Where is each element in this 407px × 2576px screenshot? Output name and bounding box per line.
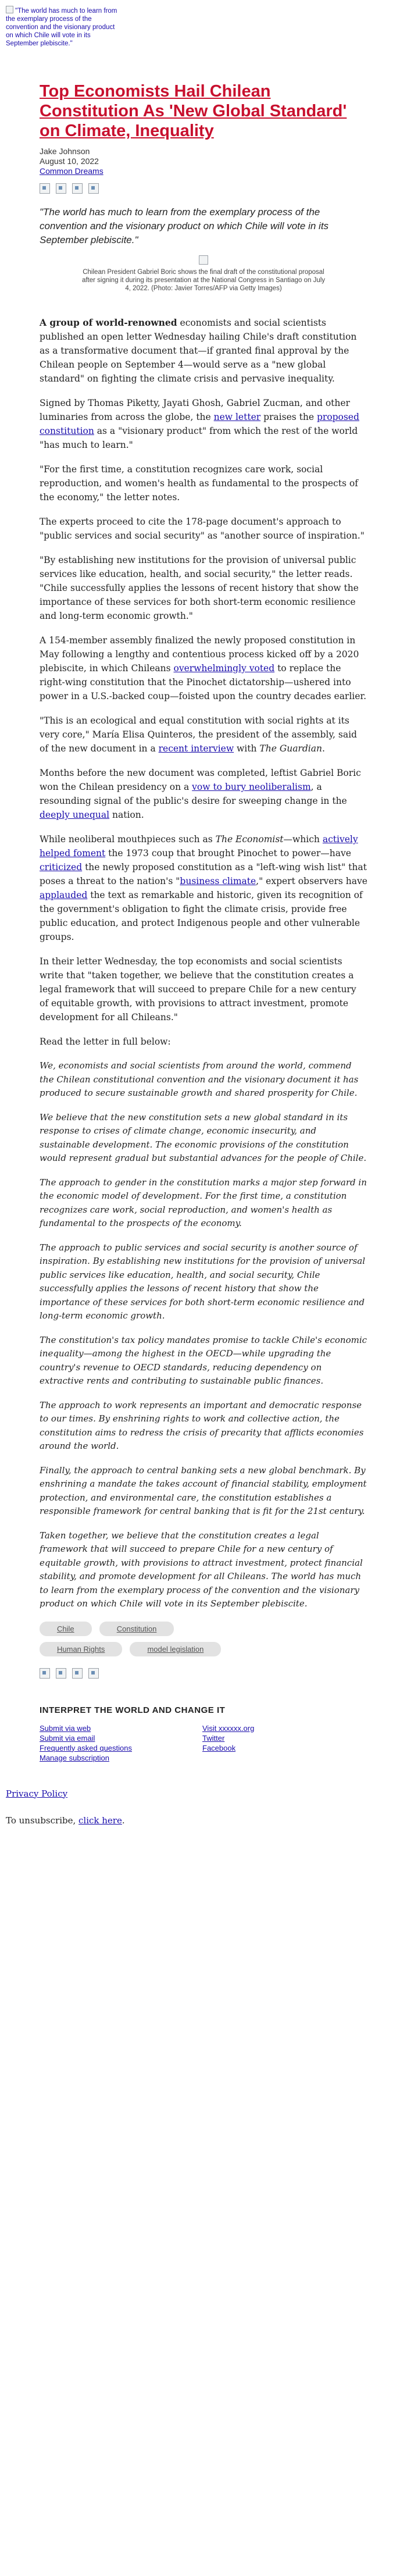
article-body: [40, 316, 367, 1049]
tag-constitution[interactable]: Constitution: [99, 1622, 174, 1636]
footer-left-column: [40, 1723, 202, 1763]
facebook-link[interactable]: Facebook: [202, 1743, 236, 1752]
share-icon[interactable]: [72, 183, 83, 194]
article-meta: [40, 147, 367, 176]
broken-image-icon: [6, 6, 13, 13]
tag-model-legislation[interactable]: model legislation: [130, 1642, 221, 1656]
hero-image-alt: "The world has much to learn from the exemplary process of the convention and the visionary product on which Chile will vote in its September plebiscite.": [6, 8, 117, 47]
letter-paragraph: Taken together, we believe that the constitution creates a legal framework that will succeed to prepare Chile for a new century of equitable growth, with provisions to attract investment, protect financial stability, and promote development for all Chileans. The world has much to learn from the exemplary process of the convention and the visionary product on which Chile will vote in its September plebiscite.: [40, 1530, 363, 1609]
share-icon[interactable]: [40, 1668, 50, 1679]
pull-quote: "The world has much to learn from the exemplary process of the convention and the visionary product on which Chile will vote in its September plebiscite.": [40, 206, 329, 245]
figure-caption: Chilean President Gabriel Boric shows the final draft of the constitutional proposal after signing it during its presentation at the National Congress in Santiago on July 4, 2022. (Photo: Javier Torres/AFP via Getty Images): [81, 269, 326, 292]
footer-right-column: [202, 1723, 365, 1763]
twitter-link[interactable]: Twitter: [202, 1733, 225, 1743]
paragraph: "This is an ecological and equal constitution with social rights at its very core," María Elisa Quinteros, the president of the assembly, said of the new document in a recent interview with The Guardian.: [40, 715, 357, 754]
paragraph: Read the letter in full below:: [40, 1036, 171, 1047]
paragraph: "By establishing new institutions for the provision of universal public services like education, health, and social security," the letter reads. "Chile successfully applies the lessons of recent history that show the importance of these services for both short-term economic resilience and long-term economic growth.": [40, 555, 359, 621]
share-icon[interactable]: [56, 183, 66, 194]
footer-links: [40, 1723, 367, 1763]
article-headline[interactable]: Top Economists Hail Chilean Constitution As 'New Global Standard' on Climate, Inequality: [40, 82, 347, 140]
letter-paragraph: The approach to work represents an important and democratic response to our times. By enshrining rights to work and collective action, the constitution aims to redress the crisis of precarity that afflicts economies around the world.: [40, 1399, 364, 1451]
publish-date: August 10, 2022: [40, 156, 99, 166]
unsubscribe-line: To unsubscribe, click here.: [6, 1815, 125, 1826]
letter-paragraph: We believe that the new constitution sets a new global standard in its response to crises of climate change, economic insecurity, and sustainable development. The economic provisions of the constitution would represent gradual but substantial advances for the people of Chile.: [40, 1111, 367, 1163]
submit-web-link[interactable]: Submit via web: [40, 1723, 91, 1733]
criticized-link[interactable]: criticized: [40, 862, 83, 872]
deeply-unequal-link[interactable]: deeply unequal: [40, 810, 110, 820]
paragraph: Signed by Thomas Piketty, Jayati Ghosh, Gabriel Zucman, and other luminaries from across the globe, the new letter praises the proposed constitution as a "visionary product" from which the rest of the world "has much to learn.": [40, 398, 359, 450]
broken-image-icon: [199, 255, 208, 265]
source-link[interactable]: Common Dreams: [40, 166, 103, 176]
email-container: [29, 63, 378, 1763]
share-icon[interactable]: [40, 183, 50, 194]
recent-interview-link[interactable]: recent interview: [158, 743, 234, 754]
letter-paragraph: We, economists and social scientists from around the world, commend the Chilean constitutional convention and the visionary document it has produced to secure sustainable growth and shared prosperity for Chile.: [40, 1060, 359, 1098]
paragraph: The experts proceed to cite the 178-page document's approach to "public services and social security" as "another source of inspiration.": [40, 516, 365, 541]
overwhelmingly-voted-link[interactable]: overwhelmingly voted: [173, 663, 275, 674]
header-area: [0, 0, 407, 63]
tag-human-rights[interactable]: Human Rights: [40, 1642, 122, 1656]
letter-paragraph: The approach to gender in the constitution marks a major step forward in the economic model of development. For the first time, a constitution recognizes care work, social reproduction, and women's health as fundamental to the prospects of the economy.: [40, 1177, 367, 1228]
paragraph: While neoliberal mouthpieces such as The Economist—which actively helped foment the 1973 coup that brought Pinochet to power—have criticized the newly proposed constitution as a "left-wing wish list" that poses a threat to the nation's "business climate," expert observers have applauded the text as remarkable and historic, given its recognition of the government's obligation to fight the climate crisis, provide free public education, and protect Indigenous people and other vulnerable groups.: [40, 834, 367, 942]
applauded-link[interactable]: applauded: [40, 890, 88, 900]
unsubscribe-link[interactable]: click here: [78, 1815, 122, 1826]
share-icon[interactable]: [88, 183, 99, 194]
share-icon[interactable]: [56, 1668, 66, 1679]
share-icon[interactable]: [88, 1668, 99, 1679]
new-letter-link[interactable]: new letter: [213, 412, 261, 422]
business-climate-link[interactable]: business climate: [180, 876, 256, 886]
letter-paragraph: The approach to public services and social security is another source of inspiration. By establishing new institutions for the provision of universal public services like education, health, and social security, Chile successfully applies the lessons of recent history that show the importance of these services for both short-term economic resilience and long-term economic growth.: [40, 1242, 366, 1321]
author: Jake Johnson: [40, 147, 90, 156]
paragraph: A 154-member assembly finalized the newly proposed constitution in May following a lengthy and contentious process kicked off by a 2020 plebiscite, in which Chileans overwhelmingly voted to replace the right-wing constitution that the Pinochet dictatorship—ushered into power in a U.S.-backed coup—foisted upon the country decades earlier.: [40, 635, 367, 701]
submit-email-link[interactable]: Submit via email: [40, 1733, 95, 1743]
paragraph: "For the first time, a constitution recognizes care work, social reproduction, and women's health as fundamental to the prospects of the economy," the letter notes.: [40, 464, 358, 503]
legal-footer: [0, 1763, 407, 1864]
newsletter-footer: [40, 1705, 367, 1763]
paragraph: In their letter Wednesday, the top economists and social scientists write that "taken together, we believe that the constitution creates a legal framework that will succeed to prepare Chile for a new century of equitable growth, with provisions to attract investment, promote development for all Chileans.": [40, 956, 356, 1022]
letter-paragraph: Finally, the approach to central banking sets a new global benchmark. By enshrining a mandate the takes account of financial stability, employment protection, and environmental care, the constitution establishes a responsible framework for central banking that is fit for the 21st century.: [40, 1465, 367, 1516]
bury-neoliberalism-link[interactable]: vow to bury neoliberalism: [192, 782, 311, 792]
paragraph: A group of world-renowned economists and social scientists published an open letter Wednesday hailing Chile's draft constitution as a transformative document that—if granted final approval by the Chilean people on September 4—would serve as a "new global standard" on fighting the climate crisis and pervasive inequality.: [40, 317, 357, 384]
tag-list: [40, 1622, 378, 1662]
tag-chile[interactable]: Chile: [40, 1622, 92, 1636]
proposed-constitution-link[interactable]: proposed constitution: [40, 412, 359, 436]
letter-paragraph: The constitution's tax policy mandates promise to tackle Chile's economic inequality—among the highest in the OECD—while upgrading the country's revenue to OECD standards, reducing dependency on extractive rents and contributing to sustainable public finances.: [40, 1334, 367, 1386]
faq-link[interactable]: Frequently asked questions: [40, 1743, 132, 1752]
paragraph: Months before the new document was completed, leftist Gabriel Boric won the Chilean presidency on a vow to bury neoliberalism, a resounding signal of the public's desire for sweeping change in the deeply unequal nation.: [40, 768, 361, 820]
share-icon[interactable]: [72, 1668, 83, 1679]
article-card: [29, 63, 378, 1611]
hero-image: [6, 6, 122, 48]
privacy-policy-link[interactable]: Privacy Policy: [6, 1788, 68, 1799]
actively-helped-foment-link[interactable]: actively helped foment: [40, 834, 358, 858]
visit-site-link[interactable]: Visit xxxxxx.org: [202, 1723, 255, 1733]
share-row-top: [40, 183, 367, 194]
open-letter: [40, 1059, 367, 1611]
share-row-bottom: [40, 1668, 378, 1679]
footer-title: INTERPRET THE WORLD AND CHANGE IT: [40, 1705, 226, 1715]
manage-subscription-link[interactable]: Manage subscription: [40, 1753, 109, 1762]
article-figure: [81, 255, 326, 293]
